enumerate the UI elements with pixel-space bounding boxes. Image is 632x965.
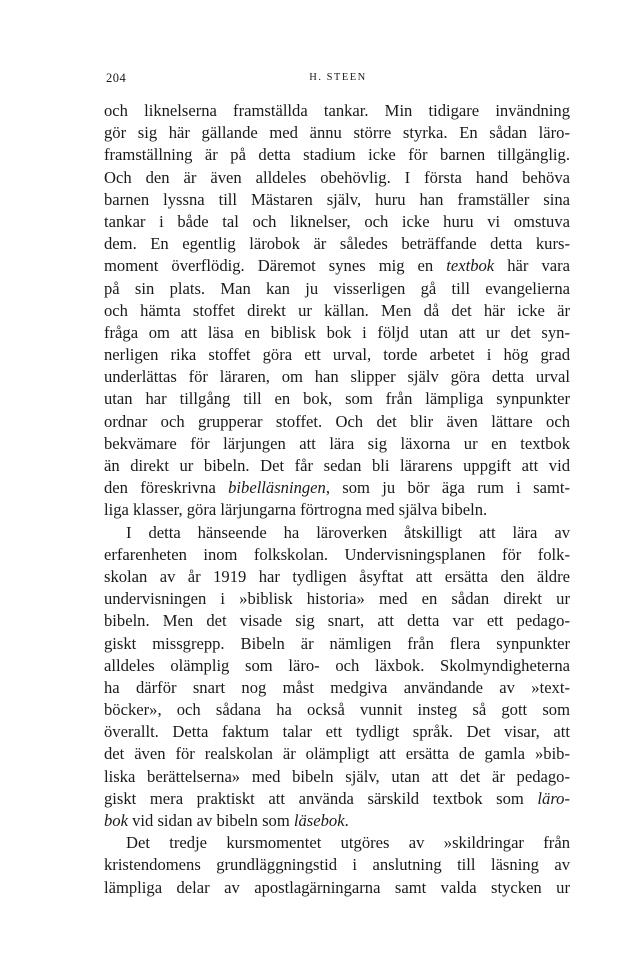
body-text [104, 100, 570, 899]
text-segment: , som ju bör äga rum i samt- [325, 478, 570, 498]
text-segment: liga klasser, göra lärjungarna förtrogna med själva bibeln. [104, 500, 488, 520]
text-segment: lämpliga delar av apostlagärningarna samt valda stycken ur [104, 877, 570, 897]
text-line [104, 788, 570, 810]
text-segment: Det tredje kursmomentet utgöres av »skildringar från [126, 833, 570, 853]
text-line [104, 810, 570, 832]
text-segment: och hämta stoffet direkt ur källan. Men då det här icke är [104, 300, 570, 320]
text-segment: utan har tillgång till en bok, som från lämpliga synpunkter [104, 389, 570, 409]
text-line [104, 588, 570, 610]
text-segment: underlättas för läraren, om han slipper själv göra detta urval [104, 367, 570, 387]
text-segment: det även för realskolan är olämpligt att ersätta de gamla »bib- [104, 744, 570, 764]
text-line [104, 610, 570, 632]
text-segment: moment överflödig. Däremot synes mig en [104, 256, 447, 276]
text-segment: I detta hänseende ha läroverken åtskilligt att lära av [126, 522, 570, 542]
text-segment: erfarenheten inom folkskolan. Undervisningsplanen för folk- [104, 544, 570, 564]
text-segment: på sin plats. Man kan ju visserligen gå till evangelierna [104, 278, 570, 298]
text-line [104, 854, 570, 876]
text-line [104, 766, 570, 788]
text-line [104, 522, 570, 544]
text-line [104, 566, 570, 588]
text-line [104, 877, 570, 899]
text-line [104, 167, 570, 189]
text-segment: fråga om att läsa en biblisk bok i följd utan att ur det syn- [104, 322, 570, 342]
text-line [104, 677, 570, 699]
text-segment: bekvämare för lärjungen att lära sig läxorna ur en textbok [104, 433, 570, 453]
text-line [104, 655, 570, 677]
text-line [104, 211, 570, 233]
text-line [104, 366, 570, 388]
page-number: 204 [106, 71, 127, 85]
text-line [104, 411, 570, 433]
text-line [104, 322, 570, 344]
text-line [104, 544, 570, 566]
text-line [104, 100, 570, 122]
text-line [104, 832, 570, 854]
text-segment: dem. En egentlig lärobok är således beträffande detta kurs- [104, 234, 570, 254]
running-head-author: H. STEEN [309, 72, 367, 83]
text-segment: den föreskrivna [104, 478, 229, 498]
text-segment: alldeles olämplig som läro- och läxbok. Skolmyndigheterna [104, 655, 570, 675]
text-segment: bibeln. Men det visade sig snart, att detta var ett pedago- [104, 611, 570, 631]
text-line [104, 255, 570, 277]
text-line [104, 699, 570, 721]
text-line [104, 721, 570, 743]
text-segment: ha därför snart nog måst medgiva användande av »text- [104, 677, 570, 697]
text-segment: än direkt ur bibeln. Det får sedan bli lärarens uppgift att vid [104, 456, 570, 475]
text-segment: giskt mera praktiskt att använda särskild textbok som [104, 788, 538, 808]
text-segment: tankar i både tal och liknelser, och icke huru vi omstuva [104, 211, 570, 231]
text-line [104, 144, 570, 166]
text-segment: och liknelserna framställda tankar. Min tidigare invändning [104, 101, 570, 120]
text-segment: nerligen rika stoffet göra ett urval, torde arbetet i hög grad [104, 345, 570, 365]
text-segment: undervisningen i »biblisk historia» med en sådan direkt ur [104, 589, 570, 609]
running-head [106, 70, 570, 86]
text-segment: liska berättelserna» med bibeln själv, utan att det är pedago- [104, 766, 570, 786]
italic-term: bok [104, 811, 128, 830]
text-segment: kristendomens grundläggningstid i anslutning till läsning av [104, 855, 570, 875]
text-segment: framställning är på detta stadium icke för barnen tillgänglig. [104, 145, 570, 165]
text-line [104, 499, 570, 521]
text-line [104, 189, 570, 211]
text-segment: överallt. Detta faktum talar ett tydligt språk. Det visar, att [104, 722, 570, 742]
text-line [104, 233, 570, 255]
text-segment: . [344, 811, 349, 830]
italic-term: läro- [537, 788, 570, 808]
italic-term: textbok [446, 256, 495, 276]
text-line [104, 344, 570, 366]
text-segment: Och den är även alldeles obehövlig. I första hand behöva [104, 167, 570, 187]
text-segment: vid sidan av bibeln som [127, 811, 294, 830]
text-line [104, 433, 570, 455]
text-segment: gör sig här gällande med ännu större styrka. En sådan läro- [104, 123, 570, 143]
text-line [104, 743, 570, 765]
text-line [104, 633, 570, 655]
text-line [104, 300, 570, 322]
text-line [104, 477, 570, 499]
text-segment: här vara [494, 256, 570, 276]
text-line [104, 455, 570, 477]
text-line [104, 388, 570, 410]
text-segment: barnen lyssna till Mästaren själv, huru han framställer sina [104, 189, 570, 209]
text-segment: ordnar och grupperar stoffet. Och det blir även lättare och [104, 411, 570, 431]
text-segment: böcker», och sådana ha också vunnit insteg så gott som [104, 700, 570, 720]
text-segment: skolan av år 1919 har tydligen åsyftat att ersätta den äldre [104, 566, 570, 586]
text-line [104, 122, 570, 144]
text-line [104, 278, 570, 300]
italic-term: läsebok [293, 811, 345, 830]
text-segment: giskt missgrepp. Bibeln är nämligen från flera synpunkter [104, 633, 570, 653]
italic-term: bibelläsningen [228, 478, 326, 498]
